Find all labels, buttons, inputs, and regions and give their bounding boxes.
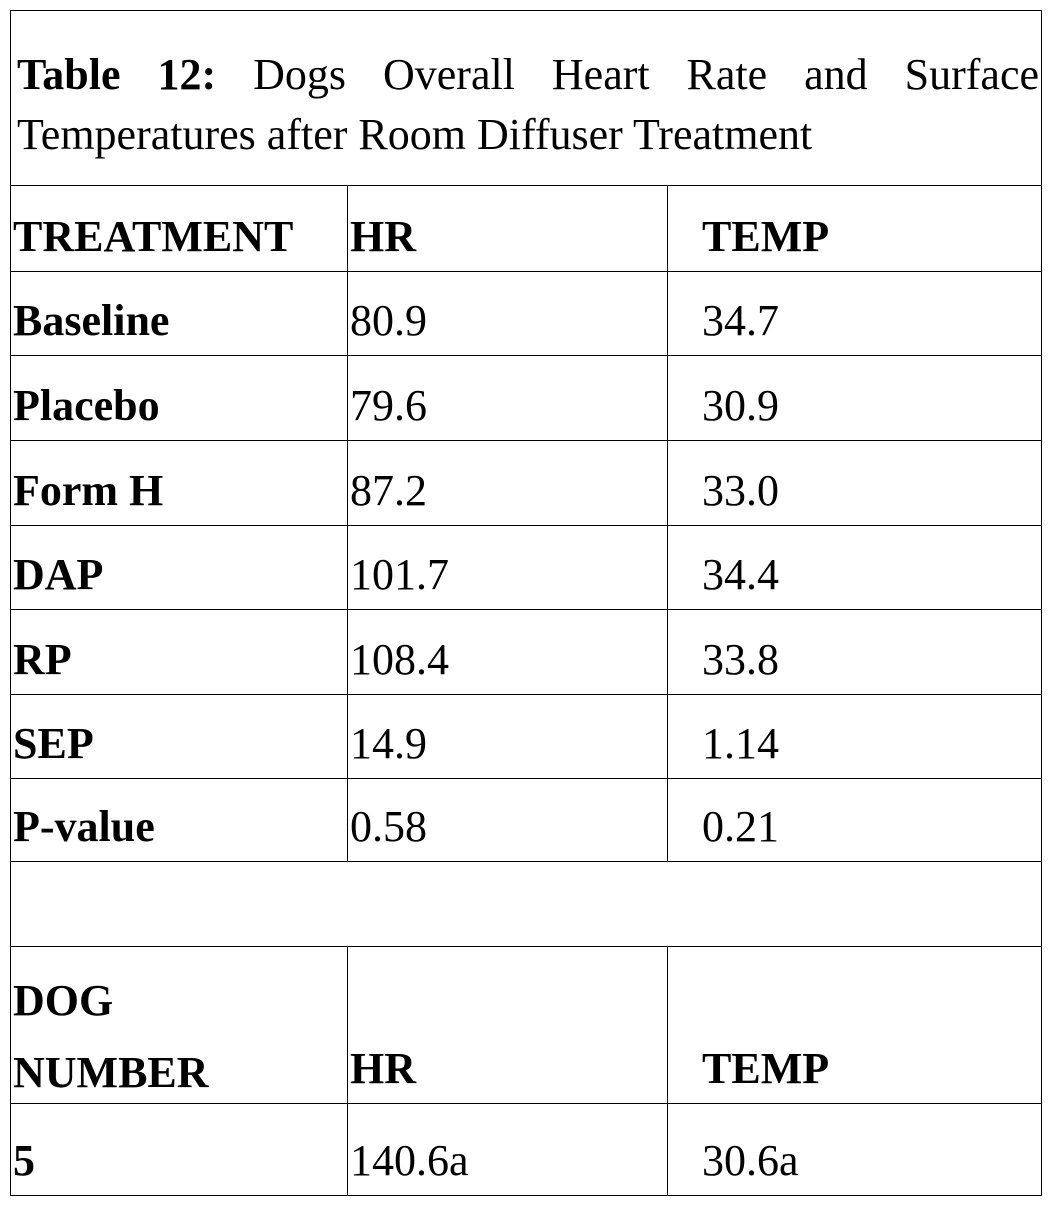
hr-value: 80.9 <box>350 296 427 345</box>
results-table <box>10 10 1042 1196</box>
dog-header-line2: NUMBER <box>13 1048 209 1097</box>
hr-value: 79.6 <box>350 381 427 430</box>
temp-value: 34.4 <box>702 550 779 599</box>
table-row <box>11 610 1041 695</box>
treatment-header-row <box>11 186 1041 272</box>
table-row <box>11 779 1041 862</box>
temp-value: 1.14 <box>702 719 779 768</box>
row-label: Placebo <box>13 381 160 430</box>
spacer-row <box>11 862 1041 947</box>
row-label: SEP <box>13 719 94 768</box>
temp-column-header: TEMP <box>702 212 830 261</box>
table-row <box>11 1104 1041 1195</box>
table-caption <box>17 45 1039 165</box>
table-caption-title-line2: Temperatures after Room Diffuser Treatment <box>17 110 813 159</box>
hr-column-header: HR <box>350 212 416 261</box>
temp-value: 30.6a <box>702 1136 799 1185</box>
dog-number: 5 <box>13 1136 35 1185</box>
table-caption-title-line1: Dogs Overall Heart Rate and Surface <box>253 50 1040 99</box>
temp-value: 33.0 <box>702 466 779 515</box>
table-row <box>11 695 1041 779</box>
row-label: P-value <box>13 802 155 851</box>
hr-value: 140.6a <box>350 1136 469 1185</box>
dog-number-column-header <box>13 965 209 1109</box>
dog-temp-column-header: TEMP <box>702 1044 830 1093</box>
temp-value: 33.8 <box>702 635 779 684</box>
row-label: Form H <box>13 466 164 515</box>
row-label: DAP <box>13 550 104 599</box>
hr-value: 87.2 <box>350 466 427 515</box>
dog-hr-column-header: HR <box>350 1044 416 1093</box>
hr-value: 14.9 <box>350 719 427 768</box>
hr-value: 0.58 <box>350 802 427 851</box>
table-row <box>11 272 1041 356</box>
dog-header-line1: DOG <box>13 976 114 1025</box>
row-label: RP <box>13 635 72 684</box>
hr-value: 108.4 <box>350 635 449 684</box>
hr-value: 101.7 <box>350 550 449 599</box>
table-row <box>11 356 1041 441</box>
treatment-column-header: TREATMENT <box>13 212 294 261</box>
table-caption-label: Table 12: <box>17 50 217 99</box>
temp-value: 34.7 <box>702 296 779 345</box>
temp-value: 0.21 <box>702 802 779 851</box>
table-row <box>11 526 1041 610</box>
dog-header-row <box>11 947 1041 1104</box>
table-row <box>11 441 1041 526</box>
table-caption-row <box>11 11 1041 186</box>
temp-value: 30.9 <box>702 381 779 430</box>
row-label: Baseline <box>13 296 170 345</box>
